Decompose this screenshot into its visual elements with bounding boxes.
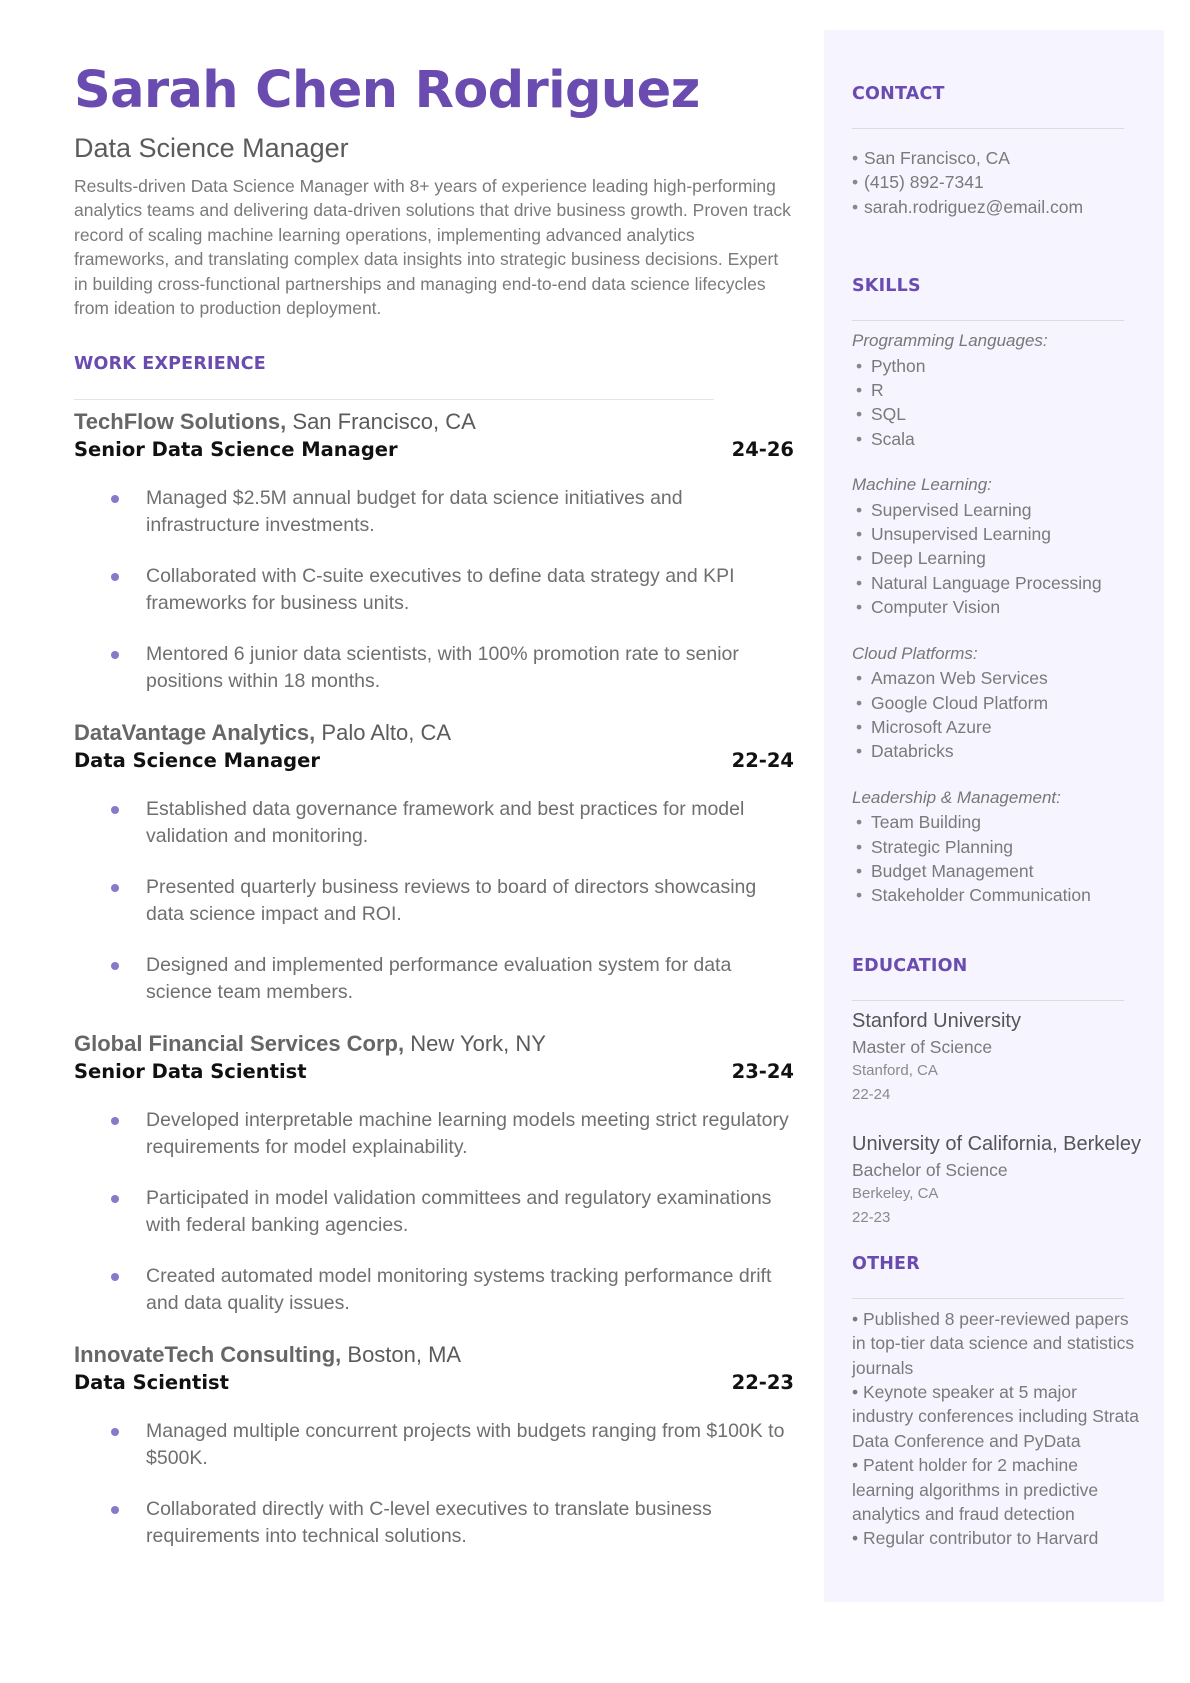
candidate-role: Data Science Manager xyxy=(74,133,349,163)
job-bullet xyxy=(74,1107,796,1161)
skill-category: Programming Languages: xyxy=(852,331,1048,351)
job-title-row xyxy=(74,1371,794,1394)
job-header xyxy=(74,1341,794,1369)
bullet-icon: • xyxy=(856,572,863,593)
school-name: Stanford University xyxy=(852,1009,1021,1032)
job-entry xyxy=(74,1341,794,1550)
skill-item xyxy=(852,571,1152,595)
section-divider xyxy=(852,128,1124,129)
skill-text: Scala xyxy=(871,428,915,449)
job-title: Data Scientist xyxy=(74,1371,229,1395)
bullet-icon: • xyxy=(856,836,863,857)
job-bullets xyxy=(74,485,794,695)
job-location: Palo Alto, CA xyxy=(321,720,452,746)
bullet-dot-icon xyxy=(111,573,119,581)
candidate-name: Sarah Chen Rodriguez xyxy=(74,61,700,120)
job-header xyxy=(74,1030,794,1058)
bullet-icon: • xyxy=(856,597,863,618)
skill-item xyxy=(852,402,1152,426)
skill-text: Microsoft Azure xyxy=(871,716,992,737)
job-bullet xyxy=(74,485,796,539)
skill-item xyxy=(852,835,1152,859)
skill-text: Python xyxy=(871,355,926,376)
summary: Results-driven Data Science Manager with 8+ years of experience leading high-performing analytics teams and delivering data-driven solutions that drive business growth. Proven track record of scaling machine learning operations, implementing advanced analytics frameworks, and translating complex data insights into strategic business decisions. Expert in building cross-functional partnerships and managing end-to-end data science lifecycles from ideation to production deployment. xyxy=(74,176,791,319)
bullet-dot-icon xyxy=(111,1506,119,1514)
skill-text: Budget Management xyxy=(871,860,1034,881)
other-heading: OTHER xyxy=(852,1253,920,1274)
skill-item xyxy=(852,691,1152,715)
bullet-text: Presented quarterly business reviews to board of directors showcasing data science impact and ROI. xyxy=(146,876,757,926)
skill-text: SQL xyxy=(871,404,907,425)
job-bullet xyxy=(74,1418,796,1472)
job-title: Senior Data Science Manager xyxy=(74,438,398,462)
job-header xyxy=(74,408,794,436)
job-title: Data Science Manager xyxy=(74,749,320,773)
degree: Master of Science xyxy=(852,1036,993,1057)
section-divider xyxy=(74,399,714,400)
other-text: • Published 8 peer-reviewed papers in top-tier data science and statistics journals • Keynote speaker at 5 major industry conferences including Strata Data Conference and PyData • Patent holder for 2 machine learning algorithms in predictive analytics and fraud detection • Regular contributor to Harvard xyxy=(852,1308,1139,1549)
skill-items xyxy=(852,498,1152,620)
education-location: Berkeley, CA xyxy=(852,1184,939,1202)
bullet-text: Designed and implemented performance evaluation system for data science team members. xyxy=(146,954,732,1004)
skill-text: R xyxy=(871,380,884,401)
education-dates: 22-23 xyxy=(852,1208,891,1226)
education-location: Stanford, CA xyxy=(852,1061,938,1079)
school-name: University of California, Berkeley xyxy=(852,1132,1141,1155)
bullet-dot-icon xyxy=(111,806,119,814)
education-dates: 22-24 xyxy=(852,1085,891,1103)
skill-text: Unsupervised Learning xyxy=(871,524,1051,545)
skills-heading: SKILLS xyxy=(852,276,921,297)
bullet-icon: • xyxy=(852,148,859,168)
bullet-text: Participated in model validation committees and regulatory examinations with federal banking agencies. xyxy=(146,1187,772,1237)
bullet-icon: • xyxy=(856,428,863,449)
skill-group xyxy=(852,473,1152,619)
skill-item xyxy=(852,810,1152,834)
job-entry xyxy=(74,719,794,1006)
skill-items xyxy=(852,810,1152,908)
job-location: San Francisco, CA xyxy=(292,409,476,435)
job-title-row xyxy=(74,749,794,772)
job-header xyxy=(74,719,794,747)
bullet-text: Collaborated directly with C-level executives to translate business requirements into technical solutions. xyxy=(146,1498,712,1548)
education-heading: EDUCATION xyxy=(852,955,968,976)
skill-item xyxy=(852,715,1152,739)
bullet-text: Managed multiple concurrent projects with budgets ranging from $100K to $500K. xyxy=(146,1420,785,1470)
skill-text: Stakeholder Communication xyxy=(871,885,1091,906)
bullet-dot-icon xyxy=(111,1428,119,1436)
skill-category: Cloud Platforms: xyxy=(852,643,978,663)
education-entry xyxy=(852,1131,1152,1230)
bullet-dot-icon xyxy=(111,962,119,970)
skill-text: Databricks xyxy=(871,741,954,762)
bullet-text: Managed $2.5M annual budget for data science initiatives and infrastructure investments. xyxy=(146,487,683,537)
job-location: New York, NY xyxy=(410,1031,546,1057)
contact-text: San Francisco, CA xyxy=(864,148,1010,168)
bullet-icon: • xyxy=(856,741,863,762)
bullet-text: Collaborated with C-suite executives to define data strategy and KPI frameworks for business units. xyxy=(146,565,735,615)
skill-item xyxy=(852,378,1152,402)
bullet-icon: • xyxy=(852,196,859,217)
bullet-text: Mentored 6 junior data scientists, with 100% promotion rate to senior positions within 18 months. xyxy=(146,643,739,693)
job-bullet xyxy=(74,874,796,928)
education-list xyxy=(852,1008,1152,1230)
work-experience-heading: WORK EXPERIENCE xyxy=(74,354,266,375)
company-name: TechFlow Solutions, xyxy=(74,409,287,435)
skill-item xyxy=(852,666,1152,690)
bullet-icon: • xyxy=(856,885,863,906)
job-entry xyxy=(74,1030,794,1317)
bullet-dot-icon xyxy=(111,495,119,503)
bullet-icon: • xyxy=(856,380,863,401)
skills-groups xyxy=(852,329,1152,908)
job-dates: 22-24 xyxy=(731,749,794,773)
job-entry xyxy=(74,408,794,695)
skill-item xyxy=(852,883,1152,907)
jobs-list xyxy=(74,408,794,1550)
education-entry xyxy=(852,1008,1152,1107)
company-name: InnovateTech Consulting, xyxy=(74,1342,342,1368)
bullet-icon: • xyxy=(856,812,863,833)
bullet-icon: • xyxy=(856,668,863,689)
bullet-icon: • xyxy=(856,355,863,376)
contact-item xyxy=(852,195,1152,219)
skill-category: Machine Learning: xyxy=(852,475,992,495)
skill-text: Computer Vision xyxy=(871,597,1001,618)
skill-text: Natural Language Processing xyxy=(871,572,1102,593)
skill-items xyxy=(852,666,1152,764)
job-dates: 24-26 xyxy=(731,438,794,462)
skill-text: Team Building xyxy=(871,812,981,833)
main-column xyxy=(74,58,794,1574)
company-name: DataVantage Analytics, xyxy=(74,720,316,746)
job-location: Boston, MA xyxy=(347,1342,462,1368)
job-bullets xyxy=(74,1418,794,1550)
bullet-dot-icon xyxy=(111,1195,119,1203)
degree: Bachelor of Science xyxy=(852,1159,1008,1180)
bullet-dot-icon xyxy=(111,1273,119,1281)
job-dates: 22-23 xyxy=(731,1371,794,1395)
skill-text: Strategic Planning xyxy=(871,836,1014,857)
bullet-text: Established data governance framework and best practices for model validation and monitoring. xyxy=(146,798,745,848)
section-divider xyxy=(852,320,1124,321)
bullet-text: Developed interpretable machine learning models meeting strict regulatory requirements for model explainability. xyxy=(146,1109,789,1159)
job-bullet xyxy=(74,796,796,850)
skill-item xyxy=(852,739,1152,763)
bullet-dot-icon xyxy=(111,651,119,659)
skill-text: Deep Learning xyxy=(871,548,986,569)
job-bullet xyxy=(74,952,796,1006)
bullet-icon: • xyxy=(856,404,863,425)
contact-list xyxy=(852,146,1152,219)
bullet-text: Created automated model monitoring systems tracking performance drift and data quality issues. xyxy=(146,1265,772,1315)
job-bullets xyxy=(74,1107,794,1317)
contact-item xyxy=(852,170,1152,194)
bullet-dot-icon xyxy=(111,1117,119,1125)
skill-category: Leadership & Management: xyxy=(852,787,1061,807)
skill-item xyxy=(852,522,1152,546)
job-bullet xyxy=(74,563,796,617)
skill-item xyxy=(852,427,1152,451)
contact-text: sarah.rodriguez@email.com xyxy=(864,196,1084,217)
skill-item xyxy=(852,595,1152,619)
skill-item xyxy=(852,859,1152,883)
skill-group xyxy=(852,786,1152,908)
job-bullet xyxy=(74,1185,796,1239)
skill-group xyxy=(852,329,1152,451)
bullet-icon: • xyxy=(856,716,863,737)
job-bullet xyxy=(74,1496,796,1550)
sidebar xyxy=(824,30,1164,1602)
skill-item xyxy=(852,498,1152,522)
contact-item xyxy=(852,146,1152,170)
bullet-icon: • xyxy=(856,524,863,545)
job-title-row xyxy=(74,438,794,461)
skill-text: Supervised Learning xyxy=(871,499,1032,520)
bullet-icon: • xyxy=(856,860,863,881)
section-divider xyxy=(852,1298,1124,1299)
job-bullet xyxy=(74,641,796,695)
bullet-icon: • xyxy=(856,548,863,569)
section-divider xyxy=(852,1000,1124,1001)
skill-text: Amazon Web Services xyxy=(871,668,1048,689)
skill-items xyxy=(852,354,1152,452)
job-dates: 23-24 xyxy=(731,1060,794,1084)
bullet-dot-icon xyxy=(111,884,119,892)
skill-item xyxy=(852,354,1152,378)
bullet-icon: • xyxy=(856,499,863,520)
contact-text: (415) 892-7341 xyxy=(864,172,984,193)
bullet-icon: • xyxy=(852,172,859,193)
job-bullets xyxy=(74,796,794,1006)
job-title-row xyxy=(74,1060,794,1083)
contact-heading: CONTACT xyxy=(852,84,945,104)
company-name: Global Financial Services Corp, xyxy=(74,1031,405,1057)
job-title: Senior Data Scientist xyxy=(74,1060,307,1084)
bullet-icon: • xyxy=(856,692,863,713)
skill-group xyxy=(852,642,1152,764)
skill-item xyxy=(852,546,1152,570)
sidebar-content xyxy=(852,84,1152,1551)
job-bullet xyxy=(74,1263,796,1317)
skill-text: Google Cloud Platform xyxy=(871,692,1049,713)
